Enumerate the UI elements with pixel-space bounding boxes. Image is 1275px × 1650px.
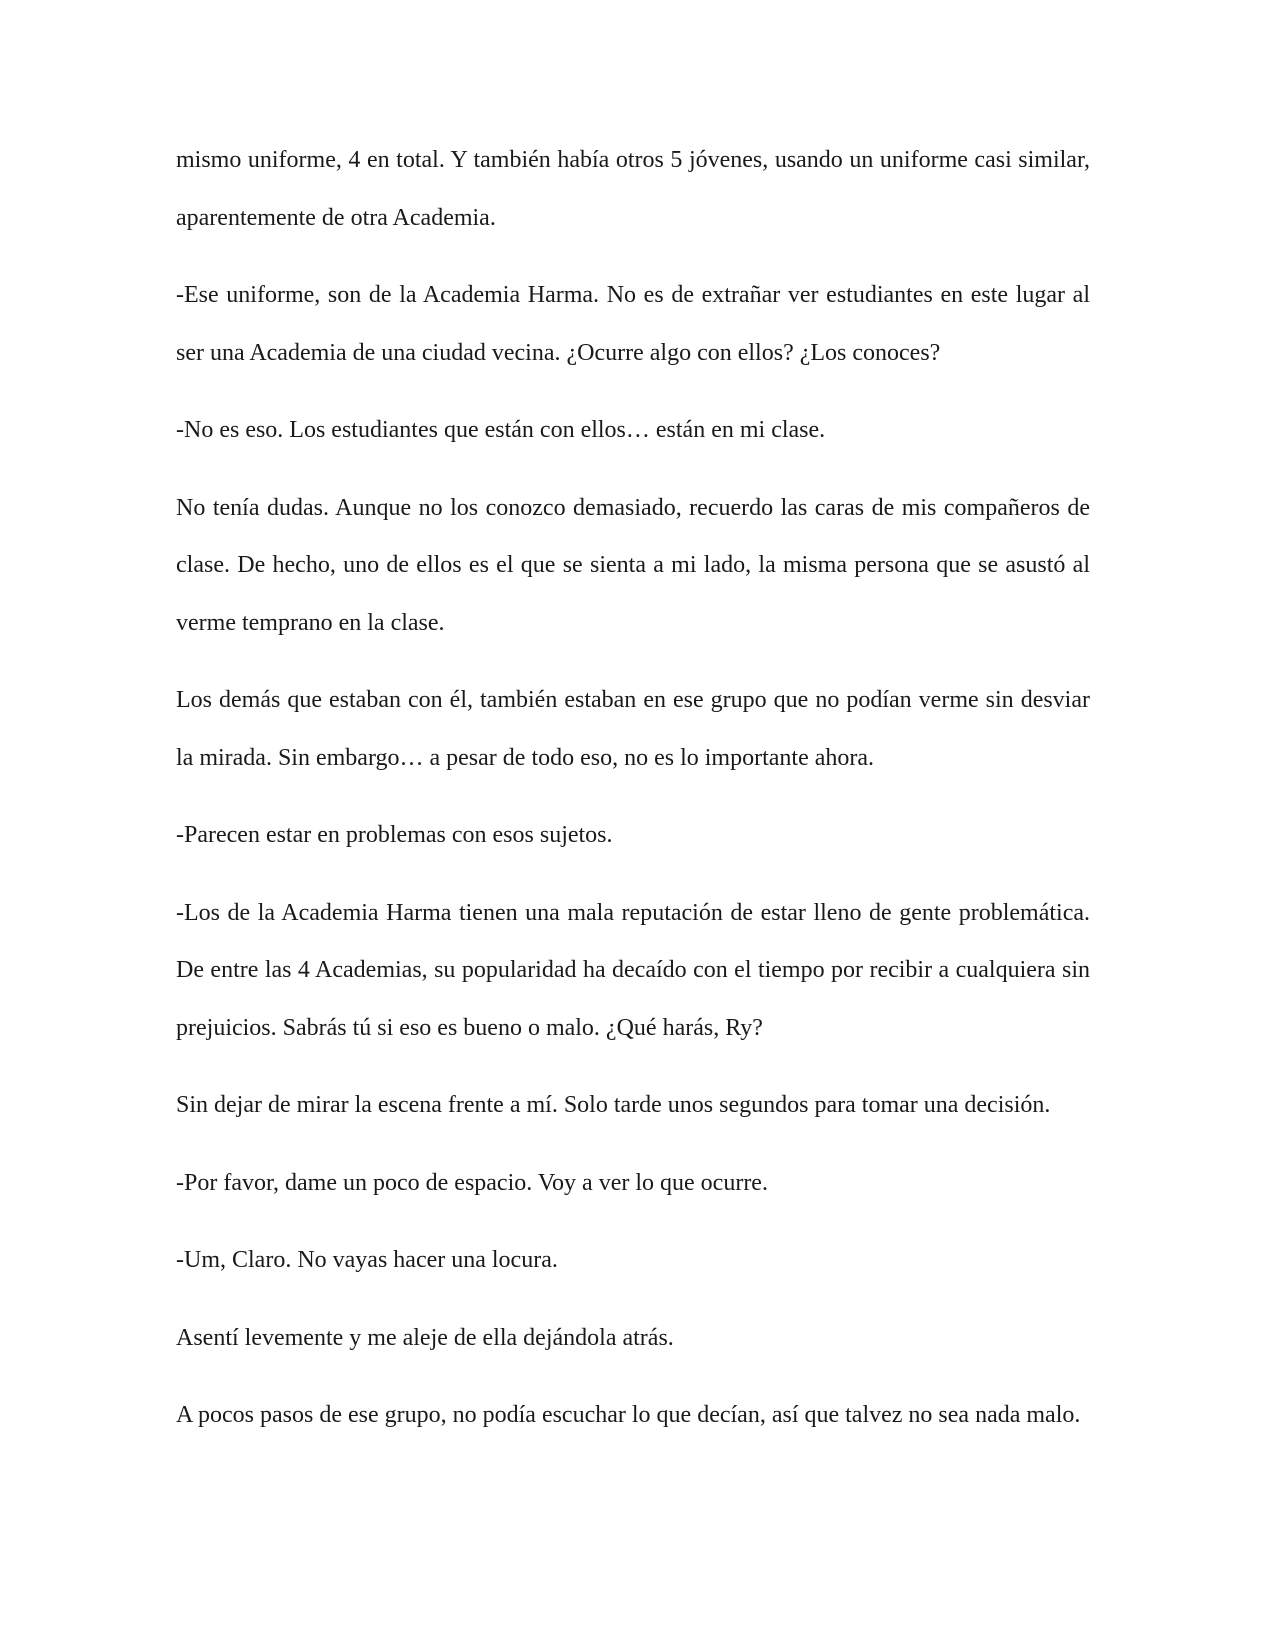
paragraph: Sin dejar de mirar la escena frente a mí. Solo tarde unos segundos para tomar una decisión. bbox=[176, 1092, 1051, 1118]
paragraph: -Por favor, dame un poco de espacio. Voy a ver lo que ocurre. bbox=[176, 1169, 768, 1196]
paragraph: -Parecen estar en problemas con esos sujetos. bbox=[176, 822, 613, 848]
paragraph: No tenía dudas. Aunque no los conozco demasiado, recuerdo las caras de mis compañeros de clase. De hecho, uno de ellos es el que se sienta a mi lado, la misma persona que se asustó al verme temprano en la clase. bbox=[176, 494, 1090, 636]
paragraph: Asentí levemente y me aleje de ella dejándola atrás. bbox=[176, 1324, 674, 1351]
paragraph: -Los de la Academia Harma tienen una mala reputación de estar lleno de gente problemática. De entre las 4 Academias, su popularidad ha decaído con el tiempo por recibir a cualquiera sin prejuicios. Sabrás tú si eso es bueno o malo. ¿Qué harás, Ry? bbox=[176, 899, 1090, 1041]
paragraph: A pocos pasos de ese grupo, no podía escuchar lo que decían, así que talvez no sea nada malo. bbox=[176, 1402, 1081, 1428]
paragraph: -Um, Claro. No vayas hacer una locura. bbox=[176, 1247, 558, 1273]
paragraph: -No es eso. Los estudiantes que están con ellos… están en mi clase. bbox=[176, 417, 826, 443]
page-body bbox=[176, 132, 1090, 1465]
paragraph: -Ese uniforme, son de la Academia Harma. No es de extrañar ver estudiantes en este lugar al ser una Academia de una ciudad vecina. ¿Ocurre algo con ellos? ¿Los conoces? bbox=[176, 282, 1090, 366]
paragraph: Los demás que estaban con él, también estaban en ese grupo que no podían verme sin desviar la mirada. Sin embargo… a pesar de todo eso, no es lo importante ahora. bbox=[176, 687, 1090, 771]
paragraph: mismo uniforme, 4 en total. Y también había otros 5 jóvenes, usando un uniforme casi similar, aparentemente de otra Academia. bbox=[176, 147, 1090, 231]
